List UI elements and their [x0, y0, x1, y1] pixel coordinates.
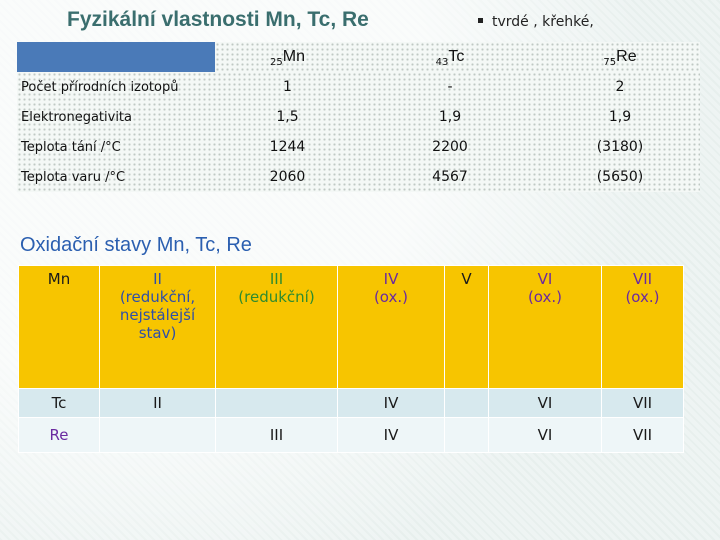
- element-header-tc: $_{43}$Tc: [360, 42, 540, 72]
- properties-table: [17, 42, 700, 192]
- cell-value: -: [447, 79, 453, 95]
- ox-cell: IV: [338, 418, 445, 453]
- ox-cell-v: V: [445, 266, 489, 389]
- ox-cell-iv: IV (ox.): [338, 266, 445, 389]
- props-header-row: [17, 42, 700, 72]
- cell-value: 1,9: [438, 109, 462, 125]
- bullet-note-text: tvrdé , křehké,: [492, 14, 594, 30]
- ox-cell: VI: [489, 418, 602, 453]
- cell-value: 2: [615, 79, 625, 95]
- cell-value: 2060: [269, 169, 306, 185]
- props-header-swatch: [17, 42, 215, 72]
- cell-value: 4567: [432, 169, 468, 185]
- ox-cell: VI: [489, 389, 602, 418]
- cell-value: (3180): [596, 139, 644, 155]
- ox-cell: VII: [602, 389, 684, 418]
- props-title: Fyzikální vlastnosti Mn, Tc, Re: [67, 8, 369, 31]
- ox-element-tc: Tc: [19, 389, 100, 418]
- row-label: Elektronegativita: [21, 109, 132, 125]
- ox-cell: II: [100, 389, 216, 418]
- row-label: Teplota tání /°C: [21, 139, 121, 155]
- bullet-square-icon: [478, 18, 483, 23]
- ox-row-mn: [19, 266, 684, 389]
- props-row-electronegativity: [17, 102, 700, 132]
- row-label: Počet přírodních izotopů: [21, 79, 179, 95]
- cell-value: 1,9: [608, 109, 632, 125]
- props-row-melting: [17, 132, 700, 162]
- ox-row-tc: [19, 389, 684, 418]
- ox-cell-vii: VII (ox.): [602, 266, 684, 389]
- ox-element-mn: Mn: [19, 266, 100, 389]
- cell-value: 1244: [269, 139, 306, 155]
- ox-cell: [445, 418, 489, 453]
- ox-cell-iii: III (redukční): [216, 266, 338, 389]
- element-header-mn: $_{25}$Mn: [215, 42, 360, 72]
- ox-cell: III: [216, 418, 338, 453]
- ox-cell-vi: VI (ox.): [489, 266, 602, 389]
- props-row-isotopes: [17, 72, 700, 102]
- oxidation-table: [18, 265, 684, 453]
- cell-value: 2200: [432, 139, 468, 155]
- element-header-re: $_{75}$Re: [540, 42, 700, 72]
- ox-element-re: Re: [19, 418, 100, 453]
- ox-cell-ii: II (redukční, nejstálejší stav): [100, 266, 216, 389]
- props-row-boiling: [17, 162, 700, 192]
- row-label: Teplota varu /°C: [21, 169, 126, 185]
- cell-value: 1: [283, 79, 292, 95]
- ox-cell: VII: [602, 418, 684, 453]
- ox-cell: [216, 389, 338, 418]
- ox-cell: [100, 418, 216, 453]
- ox-cell: [445, 389, 489, 418]
- bullet-note: [478, 14, 594, 30]
- cell-value: (5650): [596, 169, 644, 185]
- cell-value: 1,5: [276, 109, 299, 125]
- ox-row-re: [19, 418, 684, 453]
- ox-title: Oxidační stavy Mn, Tc, Re: [20, 234, 252, 256]
- ox-cell: IV: [338, 389, 445, 418]
